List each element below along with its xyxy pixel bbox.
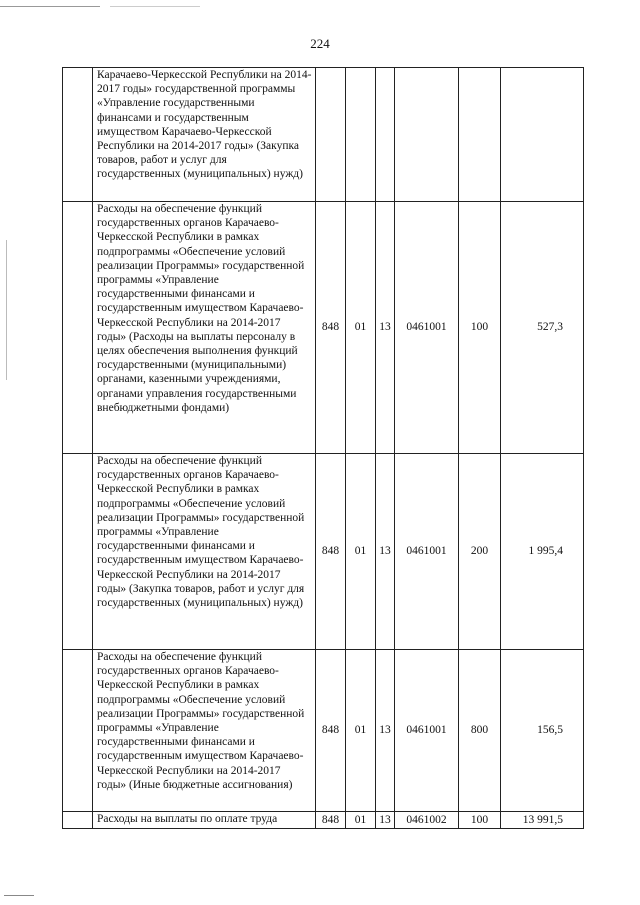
subsection-cell: 13 xyxy=(376,650,395,812)
target-article-cell: 0461001 xyxy=(395,202,459,454)
target-article-cell: 0461001 xyxy=(395,650,459,812)
subsection-cell: 13 xyxy=(376,202,395,454)
table-row xyxy=(63,68,584,202)
table-row xyxy=(63,202,584,454)
target-article-cell xyxy=(395,68,459,202)
subsection-cell: 13 xyxy=(376,812,395,829)
amount-cell: 527,3 xyxy=(501,202,584,454)
scan-mark-top xyxy=(0,6,100,7)
amount-cell: 156,5 xyxy=(501,650,584,812)
page-number: 224 xyxy=(310,36,330,51)
description-cell: Карачаево-Черкесской Республики на 2014-2017 годы» государственной программы «Управление государственными финансами и государственным имуществом Карачаево-Черкесской Республики на 2014-2017 годы» (Закупка товаров, работ и услуг для государственных (муниципальных) нужд) xyxy=(93,68,316,202)
description-cell: Расходы на обеспечение функций государственных органов Карачаево-Черкесской Республики в рамках подпрограммы «Обеспечение условий реализации Программы» государственной программы «Управление государственными финансами и государственным имуществом Карачаево-Черкесской Республики на 2014-2017 годы» (Расходы на выплаты персоналу в целях обеспечения выполнения функций государственными (муниципальными) органами, казенными учреждениями, органами управления государственными внебюджетными фондами) xyxy=(93,202,316,454)
index-cell xyxy=(63,650,93,812)
expense-type-cell: 100 xyxy=(459,202,501,454)
index-cell xyxy=(63,202,93,454)
table-row xyxy=(63,650,584,812)
ministry-cell xyxy=(316,68,346,202)
section-cell xyxy=(346,68,376,202)
expense-type-cell xyxy=(459,68,501,202)
section-cell: 01 xyxy=(346,650,376,812)
expense-type-cell: 200 xyxy=(459,454,501,650)
index-cell xyxy=(63,454,93,650)
subsection-cell: 13 xyxy=(376,454,395,650)
ministry-cell: 848 xyxy=(316,202,346,454)
description-cell: Расходы на обеспечение функций государственных органов Карачаево-Черкесской Республики в рамках подпрограммы «Обеспечение условий реализации Программы» государственной программы «Управление государственными финансами и государственным имуществом Карачаево-Черкесской Республики на 2014-2017 годы» (Иные бюджетные ассигнования) xyxy=(93,650,316,812)
amount-cell: 13 991,5 xyxy=(501,812,584,829)
index-cell xyxy=(63,812,93,829)
description-cell: Расходы на выплаты по оплате труда xyxy=(93,812,316,829)
index-cell xyxy=(63,68,93,202)
scan-mark-bottom xyxy=(4,895,34,896)
section-cell: 01 xyxy=(346,454,376,650)
budget-table xyxy=(62,67,584,829)
expense-type-cell: 800 xyxy=(459,650,501,812)
section-cell: 01 xyxy=(346,202,376,454)
subsection-cell xyxy=(376,68,395,202)
amount-cell: 1 995,4 xyxy=(501,454,584,650)
section-cell: 01 xyxy=(346,812,376,829)
target-article-cell: 0461001 xyxy=(395,454,459,650)
table-row xyxy=(63,812,584,829)
ministry-cell: 848 xyxy=(316,812,346,829)
description-cell: Расходы на обеспечение функций государственных органов Карачаево-Черкесской Республики в рамках подпрограммы «Обеспечение условий реализации Программы» государственной программы «Управление государственными финансами и государственным имуществом Карачаево-Черкесской Республики на 2014-2017 годы» (Закупка товаров, работ и услуг для государственных (муниципальных) нужд) xyxy=(93,454,316,650)
table-row xyxy=(63,454,584,650)
scan-mark-left xyxy=(6,240,7,380)
ministry-cell: 848 xyxy=(316,454,346,650)
ministry-cell: 848 xyxy=(316,650,346,812)
target-article-cell: 0461002 xyxy=(395,812,459,829)
expense-type-cell: 100 xyxy=(459,812,501,829)
scan-mark-top-2 xyxy=(110,6,200,7)
amount-cell xyxy=(501,68,584,202)
